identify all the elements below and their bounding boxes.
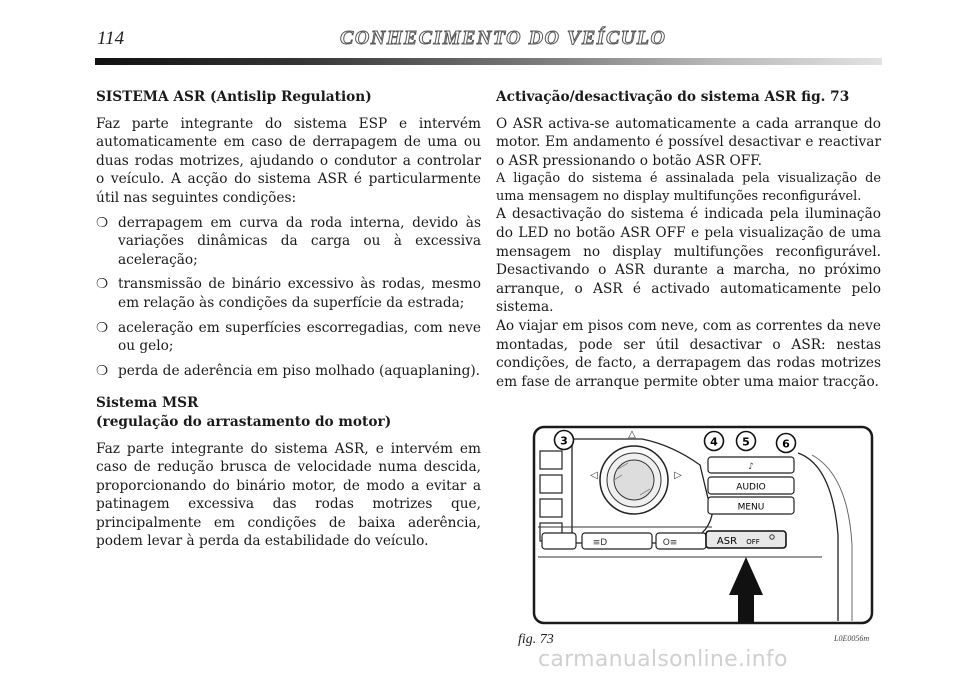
left-arrow-icon: ◁ <box>590 470 598 481</box>
fog-light-icon: ≡D <box>592 538 608 548</box>
msr-heading-line1: Sistema MSR <box>96 395 199 412</box>
list-item-text: perda de aderência em piso molhado (aquaplaning). <box>118 362 481 379</box>
left-column <box>96 88 481 557</box>
preset-5-label: 5 <box>742 435 750 449</box>
list-item-text: transmissão de binário excessivo às rodas, mesmo em relação às condições da superfície da estrada; <box>118 276 481 311</box>
off-button-label: OFF <box>746 538 760 546</box>
list-item-text: aceleração em superfícies escorregadias, com neve ou gelo; <box>118 319 481 355</box>
activation-para-4: Ao viajar em pisos com neve, com as correntes da neve montadas, pode ser útil desactivar o ASR: nestas condições, de facto, a derrapagem das rodas motrizes em fase de arranque permite obter uma maior tracção. <box>496 317 881 390</box>
bullet-circle-icon: ❍ <box>96 214 109 231</box>
list-item <box>96 275 481 312</box>
bullet-circle-icon: ❍ <box>96 276 109 293</box>
console-drawing <box>532 425 874 625</box>
bullet-circle-icon: ❍ <box>96 319 109 336</box>
bullet-circle-icon: ❍ <box>96 362 109 379</box>
asr-activation-heading: Activação/desactivação do sistema ASR fig. 73 <box>496 89 850 105</box>
list-item <box>96 362 481 381</box>
msr-heading <box>96 394 481 431</box>
audio-button-label: AUDIO <box>736 482 766 493</box>
page-number: 114 <box>97 28 125 49</box>
preset-3-label: 3 <box>560 434 568 448</box>
activation-para-2: A ligação do sistema é assinalada pela visualização de uma mensagem no display multifunções reconfigurável. <box>496 171 881 204</box>
figure-code: L0E0056m <box>834 634 870 643</box>
rear-fog-icon: O≡ <box>662 538 678 548</box>
up-arrow-icon: △ <box>628 429 636 440</box>
asr-heading: SISTEMA ASR (Antislip Regulation) <box>96 89 372 105</box>
msr-heading-line2: (regulação do arrastamento do motor) <box>96 413 392 430</box>
list-item-text: derrapagem em curva da roda interna, devido às variações dinâmicas da carga ou à excessiva aceleração; <box>118 214 481 268</box>
list-item <box>96 214 481 270</box>
menu-button-label: MENU <box>737 502 765 513</box>
list-item <box>96 319 481 356</box>
running-header-title: CONHECIMENTO DO VEÍCULO <box>340 27 667 49</box>
activation-para-3: A desactivação do sistema é indicada pela iluminação do LED no botão ASR OFF e pela visualização de uma mensagem no display multifunções reconfigurável. Desactivando o ASR durante a marcha, no próximo arranque, o ASR é activado automaticamente pelo sistema. <box>496 206 881 316</box>
watermark-text: carmanualsonline.info <box>538 647 788 672</box>
activation-para-1: O ASR activa-se automaticamente a cada arranque do motor. Em andamento é possível desactivar e reactivar o ASR pressionando o botão ASR OFF. <box>496 115 881 169</box>
tone-icon: ♪ <box>748 462 754 472</box>
right-arrow-icon: ▷ <box>674 470 682 481</box>
asr-conditions-list <box>96 214 481 381</box>
figure-73-console-illustration <box>532 425 874 625</box>
header-rule <box>95 58 882 65</box>
right-column <box>496 88 881 397</box>
asr-button-label: ASR <box>716 536 738 547</box>
asr-intro: Faz parte integrante do sistema ESP e intervém automaticamente em caso de derrapagem de uma ou duas rodas motrizes, ajudando o condutor a controlar o veículo. A acção do sistema ASR é particularmente útil nas seguintes condições: <box>96 115 481 206</box>
msr-body: Faz parte integrante do sistema ASR, e intervém em caso de redução brusca de velocidade numa descida, proporcionando do binário motor, de modo a evitar a patinagem excessiva das rodas motrizes que, principalmente em condições de baixa aderência, podem levar à perda da estabilidade do veículo. <box>96 440 481 550</box>
preset-4-label: 4 <box>710 435 718 449</box>
preset-6-label: 6 <box>782 437 790 451</box>
figure-caption: fig. 73 <box>518 632 554 647</box>
